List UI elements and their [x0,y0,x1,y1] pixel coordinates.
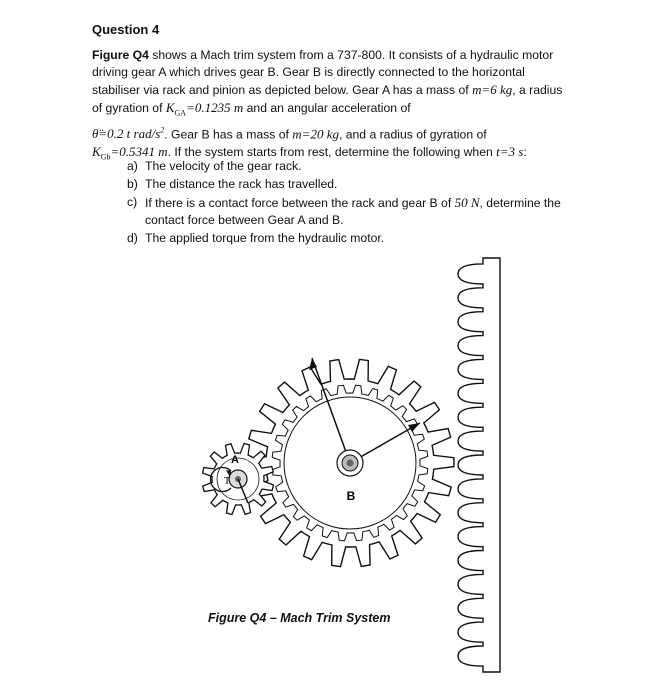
para-text-3: and an angular acceleration of [243,101,411,115]
sub-question-text-a: If there is a contact force between the rack and gear B of [145,196,455,210]
para-colon: : [523,144,527,159]
gear-rack [458,258,500,672]
mass-a: m=6 kg [472,82,513,97]
k-gb: $K_{Gb}=0.5341$ m [92,143,168,162]
sub-question-text: The distance the rack has travelled. [145,177,338,191]
time-value: t=3 s [496,143,524,159]
figure-caption: Figure Q4 – Mach Trim System [208,611,391,625]
gear-a-label: A [231,454,239,466]
angular-accel: θ̈=0.2 t rad/$s^2$ [92,125,165,141]
mass-b: m=20 kg [292,125,339,141]
contact-force: 50 N [454,195,480,210]
torque-label: T [223,476,231,487]
sub-question-label: d) [127,231,138,245]
rack-teeth [458,258,500,672]
question-heading: Question 4 [92,22,160,37]
k-ga: $K_{GA}=0.1235$ m [165,100,244,118]
gear-b-label: B [346,489,356,503]
sub-question-text-b: , determine the contact force between Gear A and B. [145,196,561,227]
sub-question-label: a) [127,159,138,173]
para-text-2: , a radius of gyration of [92,83,563,115]
para-text-4: . Gear B has a mass of [164,126,293,141]
para-text-5: , and a radius of gyration of [338,126,487,141]
sub-question-text: The velocity of the gear rack. [145,159,302,173]
sub-question-label: c) [127,195,138,209]
sub-question-text: The applied torque from the hydraulic motor. [145,231,385,245]
gear-b-center [347,460,354,467]
para-text-6: . If the system starts from rest, determine the following when [167,144,497,159]
para-text-1: shows a Mach trim system from a 737-800. It consists of a hydraulic motor driving gear A which drives gear B. Gear B is directly connected to the horizontal stabiliser via rack and pinion as depicted below. Gear A has a mass of [92,48,554,97]
figure-ref: Figure Q4 [92,48,149,62]
sub-question-label: b) [127,177,138,191]
